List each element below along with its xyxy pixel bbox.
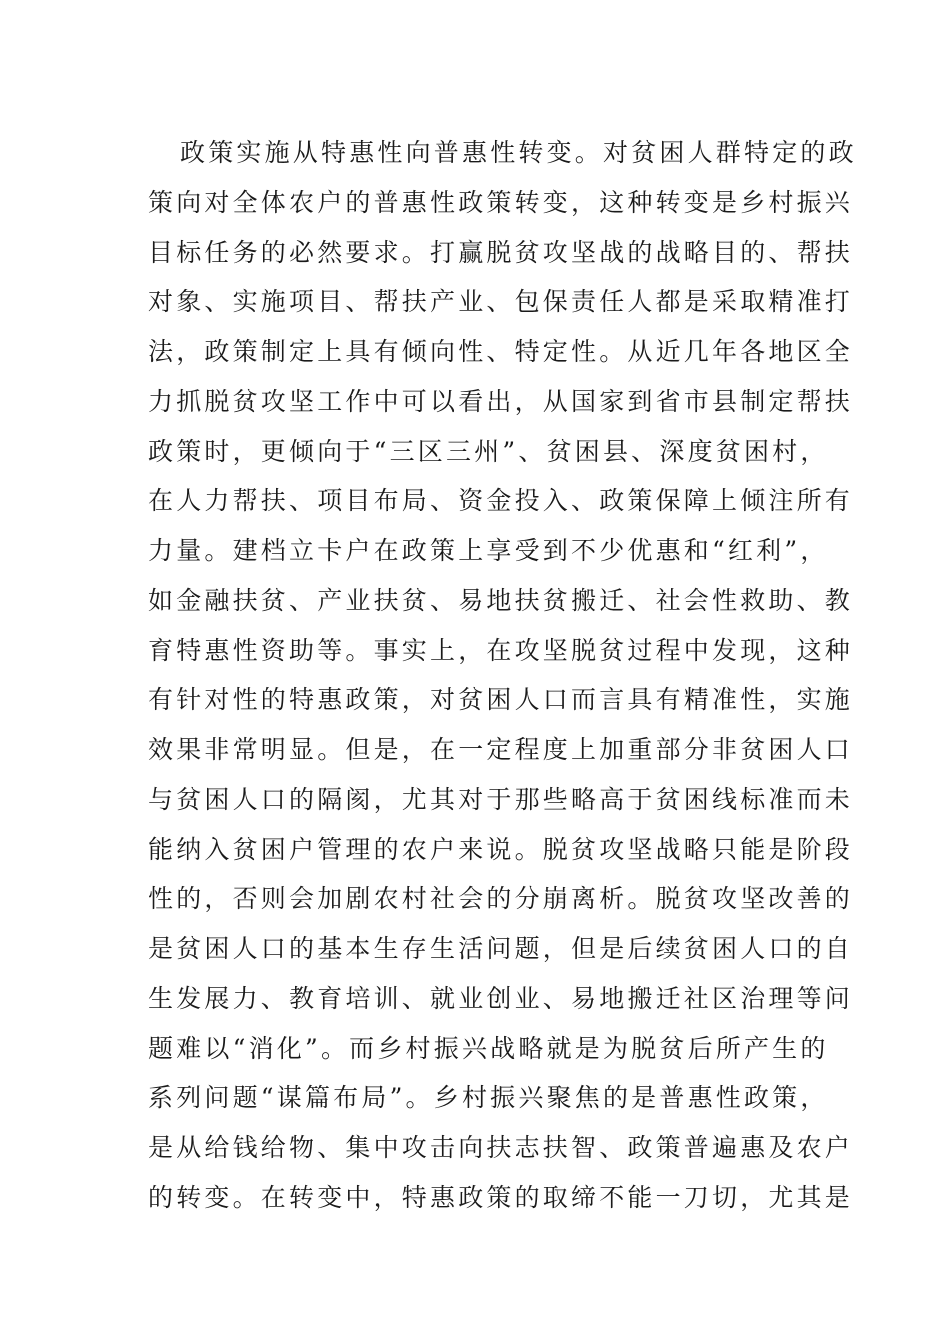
paragraph-line: 力量。建档立卡户在政策上享受到不少优惠和“红利”， — [148, 536, 829, 565]
body-paragraph — [148, 128, 857, 1223]
paragraph-line: 在人力帮扶、项目布局、资金投入、政策保障上倾注所有 — [148, 486, 854, 516]
paragraph-line: 是贫困人口的基本生存生活问题，但是后续贫困人口的自 — [148, 934, 854, 963]
paragraph-line: 是从给钱给物、集中攻击向扶志扶智、政策普遍惠及农户 — [148, 1133, 854, 1162]
paragraph-line: 育特惠性资助等。事实上，在攻坚脱贫过程中发现，这种 — [148, 635, 854, 665]
paragraph-line: 如金融扶贫、产业扶贫、易地扶贫搬迁、社会性救助、教 — [148, 585, 854, 615]
paragraph-line: 的转变。在转变中，特惠政策的取缔不能一刀切，尤其是 — [148, 1182, 854, 1212]
paragraph-line: 生发展力、教育培训、就业创业、易地搬迁社区治理等问 — [148, 983, 854, 1013]
paragraph-line: 性的，否则会加剧农村社会的分崩离析。脱贫攻坚改善的 — [148, 884, 854, 914]
paragraph-line: 政策时，更倾向于“三区三州”、贫困县、深度贫困村， — [148, 436, 829, 466]
paragraph-line: 策向对全体农户的普惠性政策转变，这种转变是乡村振兴 — [148, 187, 854, 217]
paragraph-line: 政策实施从特惠性向普惠性转变。对贫困人群特定的政 — [180, 138, 857, 167]
paragraph-line: 目标任务的必然要求。打赢脱贫攻坚战的战略目的、帮扶 — [148, 237, 854, 267]
paragraph-line: 效果非常明显。但是，在一定程度上加重部分非贫困人口 — [148, 735, 854, 764]
paragraph-line: 力抓脱贫攻坚工作中可以看出，从国家到省市县制定帮扶 — [148, 386, 854, 416]
paragraph-line: 与贫困人口的隔阂，尤其对于那些略高于贫困线标准而未 — [148, 784, 854, 814]
paragraph-line: 有针对性的特惠政策，对贫困人口而言具有精准性，实施 — [148, 685, 854, 715]
paragraph-line: 能纳入贫困户管理的农户来说。脱贫攻坚战略只能是阶段 — [148, 834, 854, 864]
paragraph-line: 系列问题“谋篇布局”。乡村振兴聚焦的是普惠性政策， — [148, 1083, 829, 1113]
paragraph-line: 题难以“消化”。而乡村振兴战略就是为脱贫后所产生的 — [148, 1033, 829, 1063]
paragraph-line: 对象、实施项目、帮扶产业、包保责任人都是采取精准打 — [148, 287, 854, 317]
paragraph-line: 法，政策制定上具有倾向性、特定性。从近几年各地区全 — [148, 337, 854, 366]
